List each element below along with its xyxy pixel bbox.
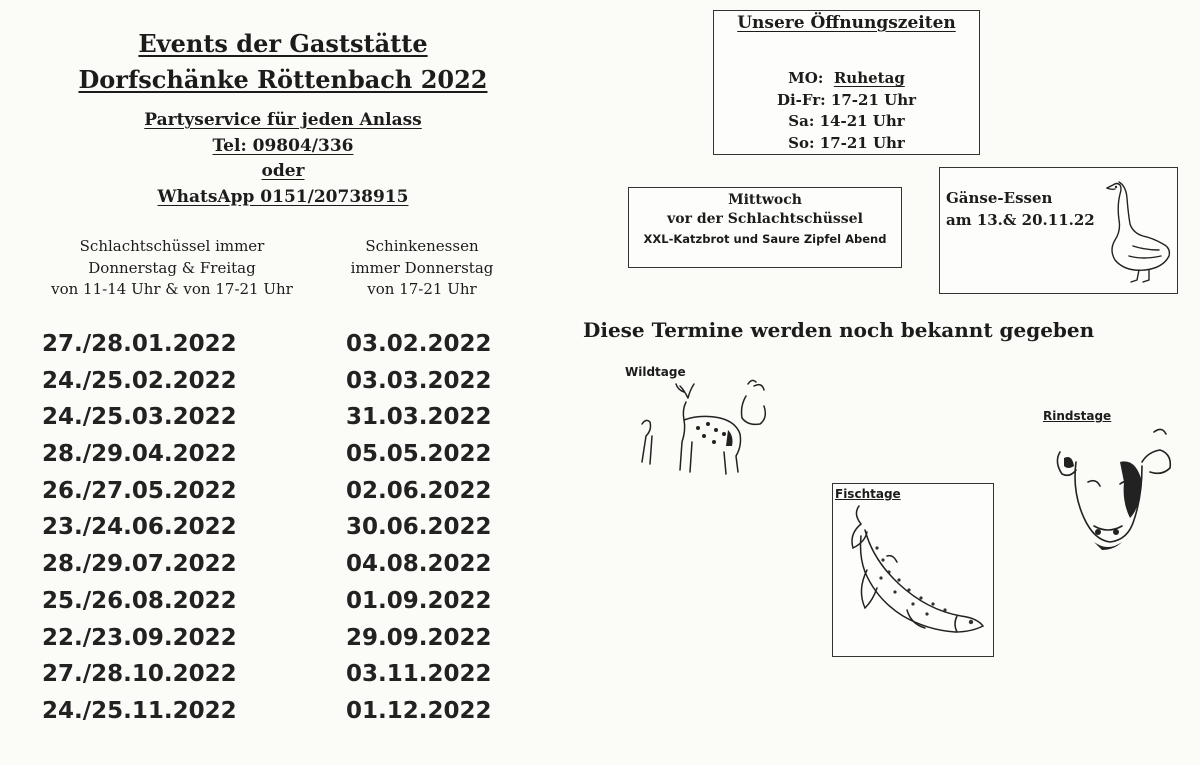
mittwoch-line-1: Mittwoch xyxy=(728,192,802,208)
date-item: 24./25.03.2022 xyxy=(42,404,237,431)
hours-monday-label: MO: xyxy=(788,69,824,87)
fish-icon xyxy=(837,500,989,650)
partyservice-block xyxy=(0,108,566,210)
hours-sunday: So: 17-21 Uhr xyxy=(788,133,905,152)
date-item: 01.09.2022 xyxy=(346,587,492,614)
schlachtschuessel-heading-line-2: Donnerstag & Freitag xyxy=(88,258,256,277)
schinkenessen-date-list xyxy=(346,326,506,730)
gaense-line-1: Gänse-Essen xyxy=(946,189,1053,207)
date-item: 02.06.2022 xyxy=(346,477,492,504)
date-item: 04.08.2022 xyxy=(346,551,492,578)
hours-monday-value: Ruhetag xyxy=(833,69,905,87)
date-item: 23./24.06.2022 xyxy=(42,514,237,541)
deer-icon xyxy=(628,372,778,482)
date-item: 24./25.11.2022 xyxy=(42,697,237,724)
date-item: 28./29.04.2022 xyxy=(42,441,237,468)
date-item: 03.02.2022 xyxy=(346,331,492,357)
gaense-essen-text xyxy=(946,188,1095,231)
mittwoch-line-3: XXL-Katzbrot und Saure Zipfel Abend xyxy=(643,232,887,246)
opening-hours-title: Unsere Öffnungszeiten xyxy=(737,13,956,33)
mittwoch-box xyxy=(628,187,902,268)
schlachtschuessel-heading-line-3: von 11-14 Uhr & von 17-21 Uhr xyxy=(51,280,293,298)
date-item: 29.09.2022 xyxy=(346,624,492,651)
schlachtschuessel-date-list xyxy=(42,326,272,730)
schinkenessen-heading xyxy=(322,236,522,301)
fischtage-box xyxy=(832,483,994,657)
wildtage-label: Wildtage xyxy=(625,365,686,379)
oder-line: oder xyxy=(261,161,305,181)
schlachtschuessel-heading-line-1: Schlachtschüssel immer xyxy=(79,237,265,255)
date-item: 27./28.01.2022 xyxy=(42,331,237,357)
date-item: 03.11.2022 xyxy=(346,661,492,688)
date-item: 22./23.09.2022 xyxy=(42,624,237,651)
date-item: 01.12.2022 xyxy=(346,697,492,724)
date-item: 27./28.10.2022 xyxy=(42,661,237,688)
hours-weekdays: Di-Fr: 17-21 Uhr xyxy=(776,90,917,109)
cow-head-icon xyxy=(1050,422,1180,557)
title-line-2: Dorfschänke Röttenbach 2022 xyxy=(78,65,488,94)
hours-saturday: Sa: 14-21 Uhr xyxy=(788,112,905,130)
phone-line: Tel: 09804/336 xyxy=(212,135,354,156)
date-item: 26./27.05.2022 xyxy=(42,477,237,504)
schlachtschuessel-heading xyxy=(22,236,322,301)
date-item: 28./29.07.2022 xyxy=(42,551,237,578)
schinkenessen-heading-line-1: Schinkenessen xyxy=(365,237,479,255)
hours-monday xyxy=(714,68,979,90)
page-title xyxy=(0,26,566,98)
schinkenessen-heading-line-2: immer Donnerstag xyxy=(350,258,494,277)
date-item: 25./26.08.2022 xyxy=(42,587,237,614)
rindstage-label: Rindstage xyxy=(1043,409,1112,423)
opening-hours-list xyxy=(714,68,979,154)
opening-hours-box xyxy=(713,10,980,155)
whatsapp-line: WhatsApp 0151/20738915 xyxy=(157,186,409,207)
date-item: 30.06.2022 xyxy=(346,514,492,541)
date-item: 03.03.2022 xyxy=(346,367,492,394)
mittwoch-line-2: vor der Schlachtschüssel xyxy=(667,211,863,227)
termine-heading: Diese Termine werden noch bekannt gegeben xyxy=(583,318,1095,342)
title-line-1: Events der Gaststätte xyxy=(138,29,428,58)
gaense-line-2: am 13.& 20.11.22 xyxy=(946,210,1095,229)
partyservice-line: Partyservice für jeden Anlass xyxy=(144,110,422,130)
goose-icon xyxy=(1103,176,1173,286)
date-item: 05.05.2022 xyxy=(346,441,492,468)
schinkenessen-heading-line-3: von 17-21 Uhr xyxy=(367,280,477,298)
fischtage-label: Fischtage xyxy=(835,487,901,501)
date-item: 24./25.02.2022 xyxy=(42,367,237,394)
date-item: 31.03.2022 xyxy=(346,404,492,431)
gaense-essen-box xyxy=(939,167,1178,294)
